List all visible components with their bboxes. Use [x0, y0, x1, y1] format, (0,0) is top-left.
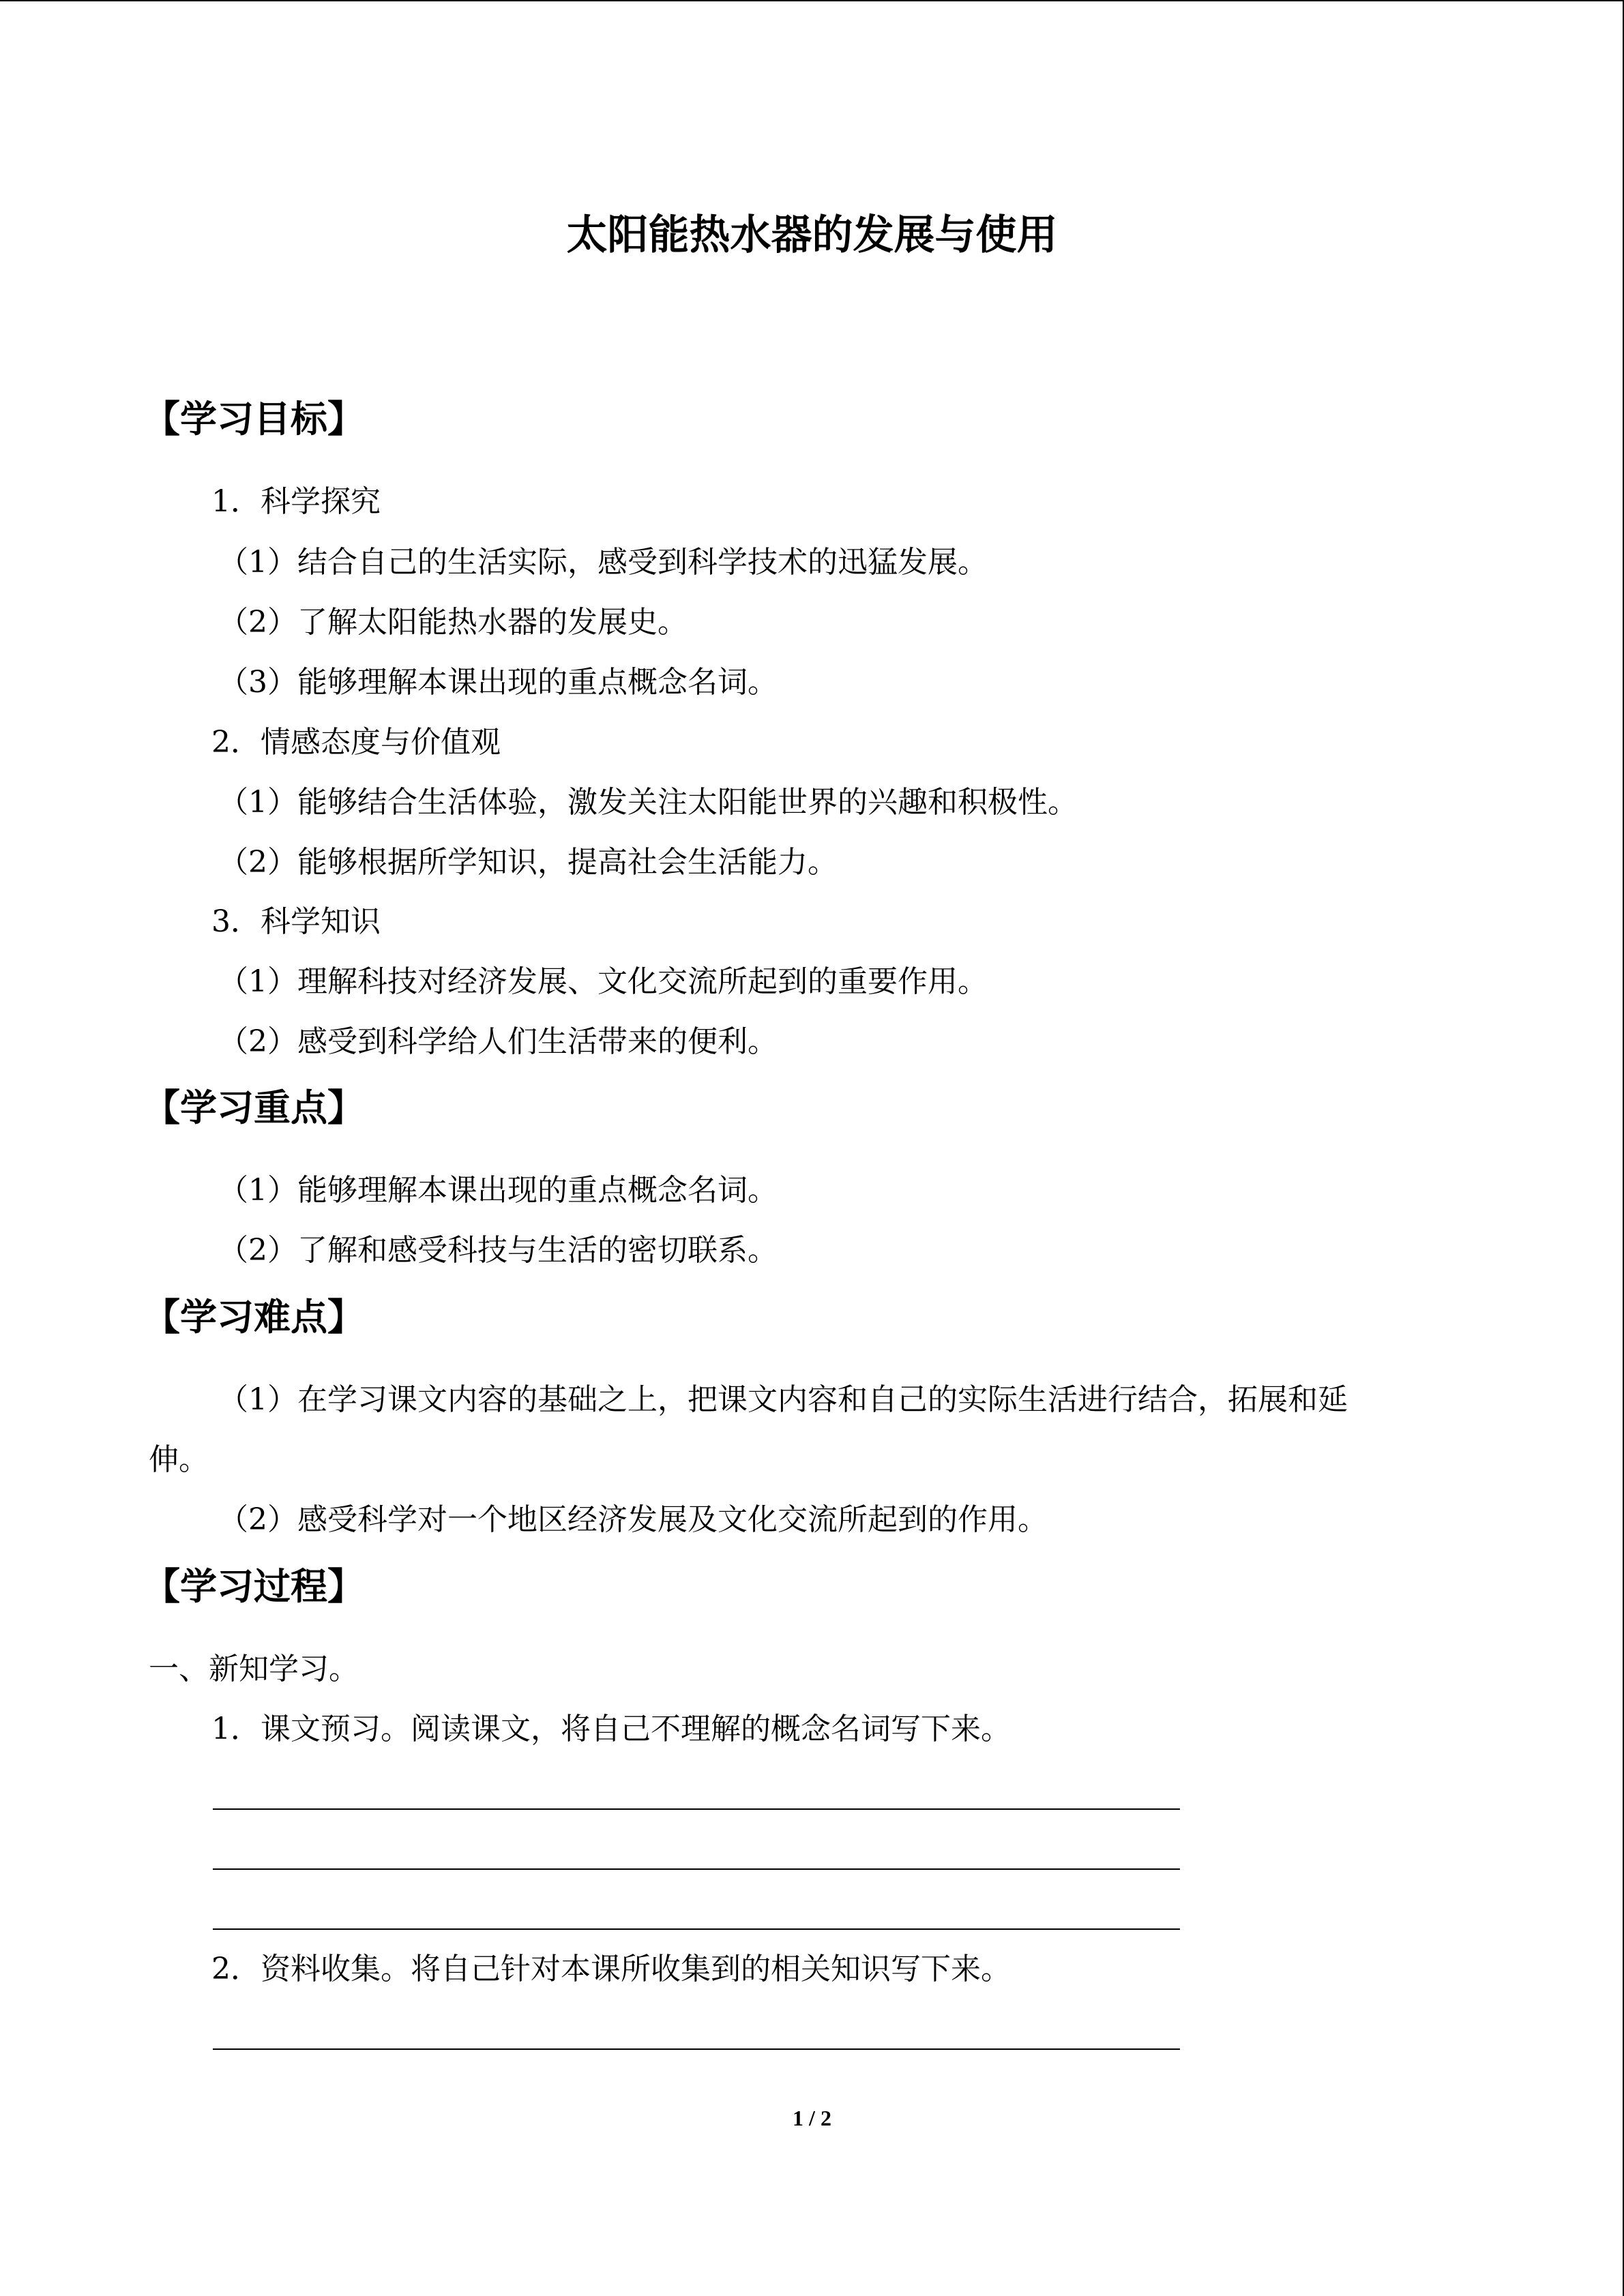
- process-step: 一、新知学习。: [149, 1652, 359, 1686]
- process-task: 1．课文预习。阅读课文，将自己不理解的概念名词写下来。: [211, 1712, 1011, 1746]
- answer-blank-line[interactable]: [213, 2048, 1180, 2050]
- heading-process: 【学习过程】: [143, 1565, 364, 1608]
- heading-objectives: 【学习目标】: [143, 398, 364, 441]
- objective-item: （2）了解太阳能热水器的发展史。: [218, 605, 688, 640]
- objective-item: 2．情感态度与价值观: [211, 725, 501, 760]
- key-point-item: （1）能够理解本课出现的重点概念名词。: [218, 1173, 778, 1208]
- key-point-item: （2）了解和感受科技与生活的密切联系。: [218, 1233, 778, 1268]
- answer-blank-line[interactable]: [213, 1868, 1180, 1870]
- difficulty-item-continuation: 伸。: [149, 1442, 209, 1477]
- objective-item: （3）能够理解本课出现的重点概念名词。: [218, 665, 778, 700]
- difficulty-item: （1）在学习课文内容的基础之上，把课文内容和自己的实际生活进行结合，拓展和延: [218, 1382, 1348, 1417]
- objective-item: （1）结合自己的生活实际，感受到科学技术的迅猛发展。: [218, 545, 988, 580]
- objective-item: （2）能够根据所学知识，提高社会生活能力。: [218, 845, 838, 880]
- difficulty-item: （2）感受科学对一个地区经济发展及文化交流所起到的作用。: [218, 1502, 1048, 1537]
- page-border-top: [0, 0, 1624, 1]
- objective-item: 3．科学知识: [211, 904, 381, 939]
- answer-blank-line[interactable]: [213, 1808, 1180, 1810]
- heading-difficulties: 【学习难点】: [143, 1296, 364, 1339]
- process-task: 2．资料收集。将自己针对本课所收集到的相关知识写下来。: [211, 1952, 1011, 1986]
- objective-item: （1）能够结合生活体验，激发关注太阳能世界的兴趣和积极性。: [218, 785, 1078, 820]
- objective-item: （2）感受到科学给人们生活带来的便利。: [218, 1024, 778, 1059]
- answer-blank-line[interactable]: [213, 1928, 1180, 1930]
- objective-item: （1）理解科技对经济发展、文化交流所起到的重要作用。: [218, 964, 988, 999]
- objective-item: 1．科学探究: [211, 484, 381, 519]
- heading-key-points: 【学习重点】: [143, 1086, 364, 1129]
- page-number: 1 / 2: [793, 2106, 831, 2130]
- document-title: 太阳能热水器的发展与使用: [566, 211, 1058, 259]
